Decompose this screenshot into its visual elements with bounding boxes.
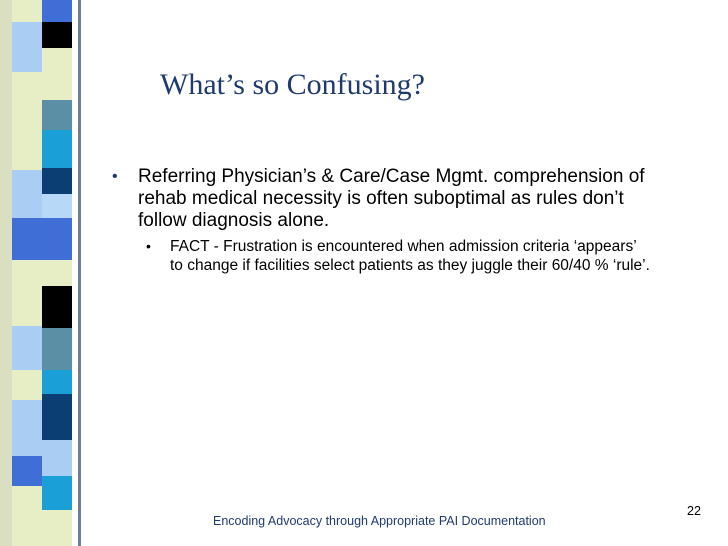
strip-column-left (0, 0, 12, 546)
slide-title: What’s so Confusing? (160, 68, 425, 101)
page-number: 22 (687, 504, 701, 518)
bullet-text: Referring Physician’s & Care/Case Mgmt. comprehension of rehab medical necessity is often suboptimal as rules don’t follow diagnosis alone. (138, 166, 645, 231)
strip-border-line (78, 0, 81, 546)
strip-column-right (42, 0, 72, 546)
sub-bullet-marker: • (146, 238, 151, 254)
strip-column-middle (12, 0, 42, 546)
slide-footer: Encoding Advocacy through Appropriate PAI Documentation (213, 514, 546, 528)
sub-bullet-text: FACT - Frustration is encountered when admission criteria ‘appears’ to change if facilities select patients as they juggle their 60/40 % ‘rule’. (170, 238, 650, 274)
bullet-list (112, 166, 672, 275)
bullet-marker: • (112, 168, 118, 185)
bullet-item (112, 166, 672, 232)
decorative-strip (0, 0, 86, 546)
sub-bullet-item (146, 237, 650, 275)
